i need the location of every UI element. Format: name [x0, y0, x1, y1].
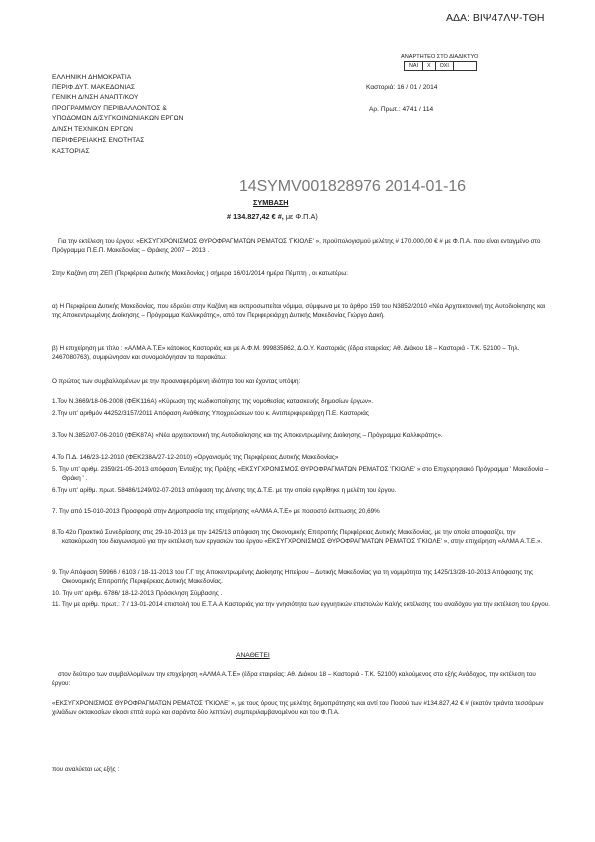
ada-code: ΑΔΑ: ΒΙΨ47ΛΨ-ΤΘΗ: [446, 12, 545, 24]
issuer-line: Δ/ΝΣΗ ΤΕΧΝΙΚΩΝ ΕΡΓΩΝ: [52, 126, 134, 133]
posting-no-cell: ΟΧΙ: [435, 62, 453, 71]
issuer-line: ΓΕΝΙΚΗ Δ/ΝΣΗ ΑΝΑΠΤ/ΚΟΥ: [52, 94, 139, 101]
breakdown-intro: που αναλύεται ως εξής :: [52, 766, 120, 773]
document-title: ΣΥΜΒΑΣΗ: [253, 198, 289, 207]
posting-mark-cell: Χ: [423, 62, 436, 71]
project-price-paragraph: «ΕΚΣΥΓΧΡΟΝΙΣΜΟΣ ΘΥΡΟΦΡΑΓΜΑΤΩΝ ΡΕΜΑΤΟΣ 'ΓΚΙΟΛΕ' », με τους όρους της μελέτης δημοπράτησης και αντί του Ποσού των #134.827,42 € # (εκατόν τριάντα τεσσάρων χιλιάδων οκτακοσίων είκοσι επτά ευρώ και σαράντα δύο λεπτών) συμπεριλαμβανομένου και του Φ.Π.Α.: [52, 700, 544, 716]
list-item: 9. Την Απόφαση 59966 / 6103 / 18-11-2013 του Γ.Γ της Αποκεντρωμένης Διοίκησης Ηπείρου – Δυτικής Μακεδονίας για τη νομιμότητα της 1425/13/28-10-2013 Απόφασης της Οικονομικής Επιτροπής Περιφέρειας Δυτικής Μακεδονίας.: [52, 569, 534, 585]
posting-empty-cell: [453, 62, 476, 71]
issuer-line: ΠΕΡΙΦ.ΔΥΤ. ΜΑΚΕΔΟΝΙΑΣ: [52, 84, 136, 91]
issuer-line: ΠΡΟΓΡΑΜΜ/ΟΥ ΠΕΡΙΒΑΛΛΟΝΤΟΣ &: [52, 105, 167, 112]
amount-suffix: με Φ.Π.Α): [283, 212, 318, 221]
contractor-paragraph: στον δεύτερο των συμβαλλομένων την επιχείρηση «ΑΛΜΑ Α.Τ.Ε» (έδρα εταιρείας: Αθ. Διάκου 18 – Καστοριά - Τ.Κ. 52100) καλούμενος στο εξής Ανάδοχος, την εκτέλεση του έργου:: [52, 671, 536, 687]
list-item: 3.Τον Ν.3852/07-06-2010 (ΦΕΚ87Α) «Νέα αρχιτεκτονική της Αυτοδιοίκησης και της Αποκεντρωμένης Διοίκησης – Πρόγραμμα Καλλικράτης».: [52, 432, 443, 439]
contract-amount: [227, 212, 318, 221]
protocol-number: Αρ. Πρωτ.: 4741 / 114: [369, 106, 434, 113]
list-item: 5. Την υπ' αριθμ. 2359/21-05-2013 απόφαση Ένταξης της Πράξης «ΕΚΣΥΓΧΡΟΝΙΣΜΟΣ ΘΥΡΟΦΡΑΓΜΑΤΩΝ ΡΕΜΑΤΟΣ 'ΓΚΙΟΛΕ' » στο Επιχειρησιακό Πρόγραμμα ' Μακεδονία – Θράκη ' .: [52, 466, 549, 482]
posting-yes-cell: ΝΑΙ: [405, 62, 423, 71]
section-label-assigns: ΑΝΑΘΕΤΕΙ: [236, 652, 270, 659]
date-paragraph: Στην Καζάνη στη ΖΕΠ (Περιφέρεια Δυτικής Μακεδονίας ) σήμερα 16/01/2014 ημέρα Πέμπτη , οι κατωτέρω:: [52, 270, 349, 277]
list-item: 6.Την υπ' αρίθμ. πρωτ. 58486/1249/02-07-2013 απόφαση της Δ/νσης της Δ.Τ.Ε. με την οποία εγκρίθηκε η μελέτη του έργου.: [52, 487, 397, 494]
issuer-line: ΚΑΣΤΟΡΙΑΣ: [52, 148, 90, 155]
posting-checkbox-table: [404, 61, 477, 71]
list-item: 10. Την υπ' αριθμ. 6786/ 18-12-2013 Πρόσκληση Σύμβασης .: [52, 590, 223, 597]
issuer-line: ΠΕΡΙΦΕΡΕΙΑΚΗΣ ΕΝΟΤΗΤΑΣ: [52, 137, 145, 144]
considering-intro: Ο πρώτος των συμβαλλομένων με την προαναφερόμενη ιδιότητα του και έχοντας υπόψη:: [52, 378, 301, 385]
issuer-line: ΕΛΛΗΝΙΚΗ ΔΗΜΟΚΡΑΤΙΑ: [52, 74, 132, 81]
party-b-paragraph: β) Η επιχείρηση με τίτλο : «ΑΛΜΑ Α.Τ.Ε» κάτοικος Καστοριάς και με Α.Φ.Μ. 999835862, Δ.Ο.Υ. Καστοριάς (έδρα εταιρείας: Αθ. Διάκου 18 – Καστοριά - Τ.Κ. 52100 – Τηλ. 2467080763), συμφώνησαν και συνομολόγησαν τα παρακάτω:: [52, 345, 520, 361]
list-item: 4.Το Π.Δ. 146/23-12-2010 (ΦΕΚ238Α/27-12-2010) «Οργανισμός της Περιφέρειας Δυτικής Μακεδονίας»: [52, 454, 339, 461]
list-item: 7. Την από 15-010-2013 Προσφορά στην Δημοπρασία της επιχείρησης «ΑΛΜΑ Α.Τ.Ε» με ποσοστό έκπτωσης 20,69%: [52, 508, 380, 515]
amount-value: # 134.827,42 € #,: [227, 212, 284, 221]
document-id: 14SYMV001828976 2014-01-16: [239, 178, 466, 195]
list-item: 2.Την υπ' αριθμόν 44252/3157/2011 Απόφαση Ανάθεσης Υποχρεώσεων του κ. Αντιπεριφερειάρχη Π.Ε. Καστοριάς: [52, 410, 369, 417]
list-item: 8.Το 42ο Πρακτικό Συνεδρίασης στις 29-10-2013 με την 1425/13 απόφαση της Οικονομικής Επιτροπής Περιφέρειας Δυτικής Μακεδονίας, με την οποία αποφασίζει, την κατακύρωση του διαγωνισμού για την εκτέλεση των εργασιών του έργου «ΕΚΣΥΓΧΡΟΝΙΣΜΟΣ ΘΥΡΟΦΡΑΓΜΑΤΩΝ ΡΕΜΑΤΟΣ 'ΓΚΙΟΛΕ' », στην επιχείρηση «ΑΛΜΑ Α.Τ.Ε.».: [52, 529, 543, 545]
place-date: Καστοριά: 16 / 01 / 2014: [366, 84, 438, 91]
intro-paragraph: Για την εκτέλεση του έργου: «ΕΚΣΥΓΧΡΟΝΙΣΜΟΣ ΘΥΡΟΦΡΑΓΜΑΤΩΝ ΡΕΜΑΤΟΣ 'ΓΚΙΟΛΕ' », προϋπολογισμού μελέτης # 170.000,00 € # με Φ.Π.Α. που είναι ενταγμένο στο Πρόγραμμα Π.Ε.Π. Μακεδονίας – Θράκης 2007 – 2013 .: [52, 238, 541, 254]
posting-title: ΑΝΑΡΤΗΤΕΟ ΣΤΟ ΔΙΑΔΙΚΤΥΟ: [401, 54, 479, 60]
party-a-paragraph: α) Η Περιφέρεια Δυτικής Μακεδονίας, που εδρεύει στην Καζάνη και εκπροσωπείται νόμιμα, σύμφωνα με το άρθρο 159 του Ν3852/2010 «Νέα Αρχιτεκτονική της Αυτοδιοίκησης και της Αποκεντρωμένης Διοίκησης – Πρόγραμμα Καλλικράτης», από τον Περιφερειάρχη Δυτικής Μακεδονίας Γιώργο Δακή.: [52, 303, 546, 319]
list-item: 11. Την με αριθμ. πρωτ.: 7 / 13-01-2014 επιστολή του Ε.Τ.Α.Α Καστοριάς για την γνησιότητα των εγγυητικών επιστολών Καλής εκτέλεσης του αναδόχου για την εκτέλεση του έργου.: [52, 601, 550, 608]
issuer-line: ΥΠΟΔΟΜΩΝ Δ/ΣΥΓΚΟΙΝΩΝΙΑΚΩΝ ΕΡΓΩΝ: [52, 115, 184, 122]
list-item: 1.Τον Ν.3669/18-06-2008 (ΦΕΚ116Α) «Κύρωση της κωδικοποίησης της νομοθεσίας κατασκευής δημοσίων έργων».: [52, 398, 374, 405]
